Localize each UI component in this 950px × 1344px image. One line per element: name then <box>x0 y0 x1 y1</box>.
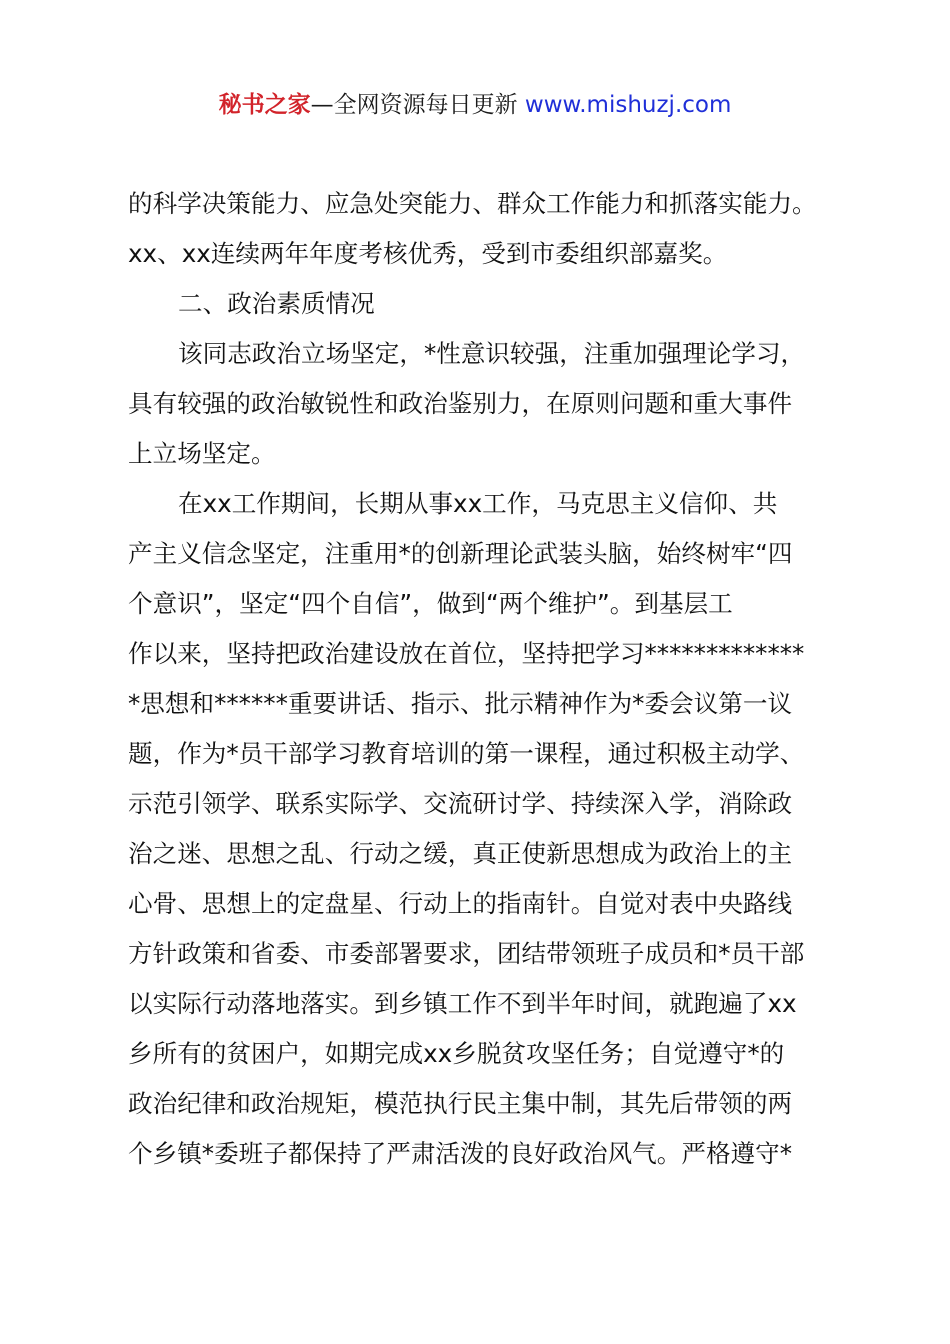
paragraph-line: *思想和******重要讲话、指示、批示精神作为*委会议第一议 <box>128 689 793 718</box>
site-header <box>0 90 950 120</box>
paragraph-line: 示范引领学、联系实际学、交流研讨学、持续深入学，消除政 <box>128 789 793 818</box>
section-heading: 二、政治素质情况 <box>178 289 375 318</box>
paragraph-line: 个乡镇*委班子都保持了严肃活泼的良好政治风气。严格遵守* <box>128 1139 793 1168</box>
paragraph-line: 方针政策和省委、市委部署要求，团结带领班子成员和*员干部 <box>128 939 805 968</box>
site-url-link[interactable]: www.mishuzj.com <box>524 92 732 118</box>
paragraph-line: 以实际行动落地落实。到乡镇工作不到半年时间，就跑遍了xx <box>128 989 797 1018</box>
paragraph-line: 作以来，坚持把政治建设放在首位，坚持把学习************* <box>128 639 805 668</box>
paragraph-line: 具有较强的政治敏锐性和政治鉴别力，在原则问题和重大事件 <box>128 389 793 418</box>
header-slogan: —全网资源每日更新 <box>310 92 525 118</box>
paragraph-line: 产主义信念坚定，注重用*的创新理论武装头脑，始终树牢“四 <box>128 539 793 568</box>
paragraph-line: 上立场坚定。 <box>128 439 276 468</box>
paragraph-line: 的科学决策能力、应急处突能力、群众工作能力和抓落实能力。 <box>128 189 817 218</box>
paragraph-line: xx、xx连续两年年度考核优秀，受到市委组织部嘉奖。 <box>128 239 728 268</box>
brand-name: 秘书之家 <box>218 92 311 118</box>
paragraph-line: 个意识”，坚定“四个自信”，做到“两个维护”。到基层工 <box>128 589 733 618</box>
paragraph-line: 乡所有的贫困户，如期完成xx乡脱贫攻坚任务；自觉遵守*的 <box>128 1039 785 1068</box>
paragraph-line: 政治纪律和政治规矩，模范执行民主集中制，其先后带领的两 <box>128 1089 793 1118</box>
paragraph-line: 心骨、思想上的定盘星、行动上的指南针。自觉对表中央路线 <box>128 889 793 918</box>
paragraph-line: 题，作为*员干部学习教育培训的第一课程，通过积极主动学、 <box>128 739 805 768</box>
paragraph-line: 该同志政治立场坚定，*性意识较强，注重加强理论学习， <box>178 339 806 368</box>
paragraph-line: 治之迷、思想之乱、行动之缓，真正使新思想成为政治上的主 <box>128 839 793 868</box>
paragraph-line: 在xx工作期间，长期从事xx工作，马克思主义信仰、共 <box>178 489 778 518</box>
